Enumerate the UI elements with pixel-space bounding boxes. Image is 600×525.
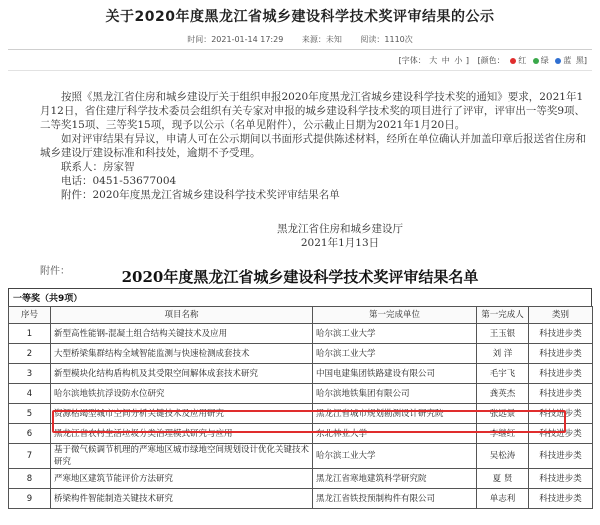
cell-project: 新型模块化结构盾构机及其受限空间解体成套技术研究 [51,364,313,384]
color-green-link[interactable]: 绿 [540,56,549,65]
cell-person: 龚英杰 [477,384,529,404]
cell-person: 李继红 [477,424,529,444]
divider [8,70,592,71]
cell-project: 哈尔滨地铁抗浮设防水位研究 [51,384,313,404]
cell-no: 5 [9,404,51,424]
cell-person: 王玉银 [477,324,529,344]
cell-person: 毛宇飞 [477,364,529,384]
article-source: 来源：未知 [301,35,342,44]
cell-unit: 黑龙江省城市规划勘测设计研究院 [313,404,477,424]
font-large-link[interactable]: 大 [429,56,438,65]
view-count: 阅读：1110次 [360,35,413,44]
cell-category: 科技进步类 [529,469,593,489]
cell-person: 刘 洋 [477,344,529,364]
color-blue-link[interactable]: 蓝 [563,56,572,65]
cell-project: 新型高性能钢-混凝土组合结构关键技术及应用 [51,324,313,344]
font-size-label: [字体： [398,56,426,65]
table-row [9,324,593,344]
cell-project: 桥梁构件智能制造关键技术研究 [51,489,313,509]
cell-person: 夏 贤 [477,469,529,489]
cell-project: 严寒地区建筑节能评价方法研究 [51,469,313,489]
table-row [9,444,593,469]
blue-dot-icon[interactable] [555,58,561,64]
signature-date: 2021年1月13日 [300,237,380,249]
cell-no: 8 [9,469,51,489]
body-paragraph: 按照《黑龙江省住房和城乡建设厅关于组织申报2020年度黑龙江省城乡建设科学技术奖的通知》要求，2021年1月12日，省住建厅科学技术委员会组织有关专家对申报的城乡建设科学技术奖的项目进行了评审，评审出一等奖9项、二等奖15项、三等奖15项，现予以公示（名单见附件），公示截止日期为2021年1月20日。 [40,91,586,131]
award-table-wrapper [8,288,592,509]
cell-no: 4 [9,384,51,404]
table-row [9,469,593,489]
signature-block [240,222,440,250]
body-paragraph: 如对评审结果有异议，申请人可在公示期间以书面形式提供陈述材料，经所在单位确认并加盖印章后报送省住房和城乡建设厅建设标准和科技处，逾期不予受理。 [40,133,586,159]
cell-no: 9 [9,489,51,509]
contact-person: 联系人：房家智 [61,161,135,173]
table-row-highlighted [9,404,593,424]
contact-phone: 电话：0451-53677004 [61,175,177,187]
publish-time: 时间：2021-01-14 17:29 [187,35,284,44]
cell-unit: 哈尔滨工业大学 [313,444,477,469]
header-project: 项目名称 [51,307,313,324]
table-row [9,364,593,384]
cell-person: 张远景 [477,404,529,424]
color-black-link[interactable]: 黑] [575,56,587,65]
article-title: 关于2020年度黑龙江省城乡建设科学技术奖评审结果的公示 [105,9,495,25]
cell-unit: 中国电建集团铁路建设有限公司 [313,364,477,384]
reading-toolbar [399,55,588,66]
cell-unit: 哈尔滨工业大学 [313,324,477,344]
header-person: 第一完成人 [477,307,529,324]
table-row [9,384,593,404]
table-row [9,489,593,509]
cell-project: 基于微气候调节机理的严寒地区城市绿地空间规划设计优化关键技术研究 [51,444,313,469]
cell-unit: 哈尔滨地铁集团有限公司 [313,384,477,404]
cell-unit: 东北林业大学 [313,424,477,444]
green-dot-icon[interactable] [533,58,539,64]
cell-unit: 哈尔滨工业大学 [313,344,477,364]
article-meta [0,34,600,45]
cell-no: 7 [9,444,51,469]
header-no: 序号 [9,307,51,324]
divider [8,49,592,50]
cell-category: 科技进步类 [529,384,593,404]
cell-no: 1 [9,324,51,344]
cell-project: 黑龙江省农村生活垃圾分类治理模式研究与应用 [51,424,313,444]
table-row [9,344,593,364]
award-list-title: 2020年度黑龙江省城乡建设科学技术奖评审结果名单 [121,268,479,286]
header-unit: 第一完成单位 [313,307,477,324]
font-small-link[interactable]: 小 [454,56,463,65]
cell-category: 科技进步类 [529,444,593,469]
cell-no: 6 [9,424,51,444]
cell-unit: 黑龙江省寒地建筑科学研究院 [313,469,477,489]
cell-category: 科技进步类 [529,489,593,509]
cell-person: 单志利 [477,489,529,509]
cell-unit: 黑龙江省铁投预制构件有限公司 [313,489,477,509]
signature-org: 黑龙江省住房和城乡建设厅 [277,223,403,235]
cell-category: 科技进步类 [529,424,593,444]
attachment-note: 附件：2020年度黑龙江省城乡建设科学技术奖评审结果名单 [61,189,340,201]
cell-project: 大型桥梁集群结构全域智能监测与快速检测成套技术 [51,344,313,364]
table-header-row [9,307,593,324]
cell-category: 科技进步类 [529,364,593,384]
cell-person: 吴松涛 [477,444,529,469]
cell-category: 科技进步类 [529,324,593,344]
cell-no: 3 [9,364,51,384]
table-row [9,424,593,444]
cell-category: 科技进步类 [529,404,593,424]
article-body [40,90,588,202]
attachment-label: 附件： [40,266,70,277]
grade-heading: 一等奖（共9项） [8,288,592,306]
color-label: [颜色： [477,56,505,65]
cell-category: 科技进步类 [529,344,593,364]
font-medium-link[interactable]: 中 [441,56,450,65]
font-size-close: ] [465,56,470,65]
cell-no: 2 [9,344,51,364]
header-category: 类别 [529,307,593,324]
award-table [8,306,593,509]
red-dot-icon[interactable] [510,58,516,64]
color-red-link[interactable]: 红 [518,56,527,65]
cell-project: 资源枯竭型城市空间分析关键技术及应用研究 [51,404,313,424]
